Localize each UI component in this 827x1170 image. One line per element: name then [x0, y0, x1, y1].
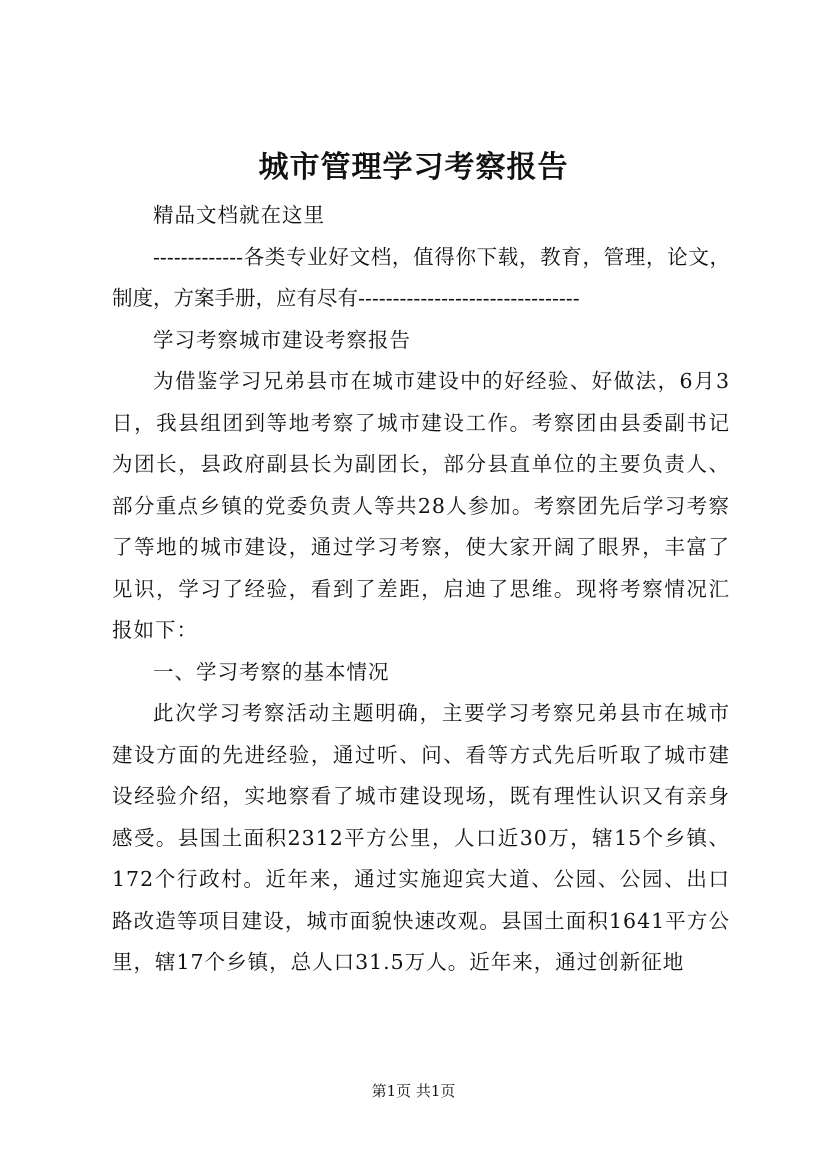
document-body [112, 195, 730, 984]
paragraph-subtitle: 学习考察城市建设考察报告 [153, 327, 411, 352]
document-title: 城市管理学习考察报告 [258, 150, 569, 185]
page-footer: 第1页 共1页 [371, 1082, 456, 1100]
paragraph-section-1: 此次学习考察活动主题明确，主要学习考察兄弟县市在城市建设方面的先进经验，通过听、问、看等方式先后听取了城市建设经验介绍，实地察看了城市建设现场，既有理性认识又有亲身感受。县国土面积2312平方公里，人口近30万，辖15个乡镇、172个行政村。近年来，通过实施迎宾大道、公园、公园、出口路改造等项目建设，城市面貌快速改观。县国土面积1641平方公里，辖17个乡镇，总人口31.5万人。近年来，通过创新征地 [112, 701, 730, 974]
paragraph-banner: -------------各类专业好文档，值得你下载，教育，管理，论文，制度，方案手册，应有尽有-------------------------------- [112, 244, 730, 310]
paragraph-intro: 精品文档就在这里 [153, 203, 325, 227]
section-heading-1: 一、学习考察的基本情况 [153, 659, 390, 684]
paragraph-overview: 为借鉴学习兄弟县市在城市建设中的好经验、好做法，6月3日，我县组团到等地考察了城市建设工作。考察团由县委副书记为团长，县政府副县长为副团长，部分县直单位的主要负责人、部分重点乡镇的党委负责人等共28人参加。考察团先后学习考察了等地的城市建设，通过学习考察，使大家开阔了眼界，丰富了见识，学习了经验，看到了差距，启迪了思维。现将考察情况汇报如下： [112, 369, 730, 642]
